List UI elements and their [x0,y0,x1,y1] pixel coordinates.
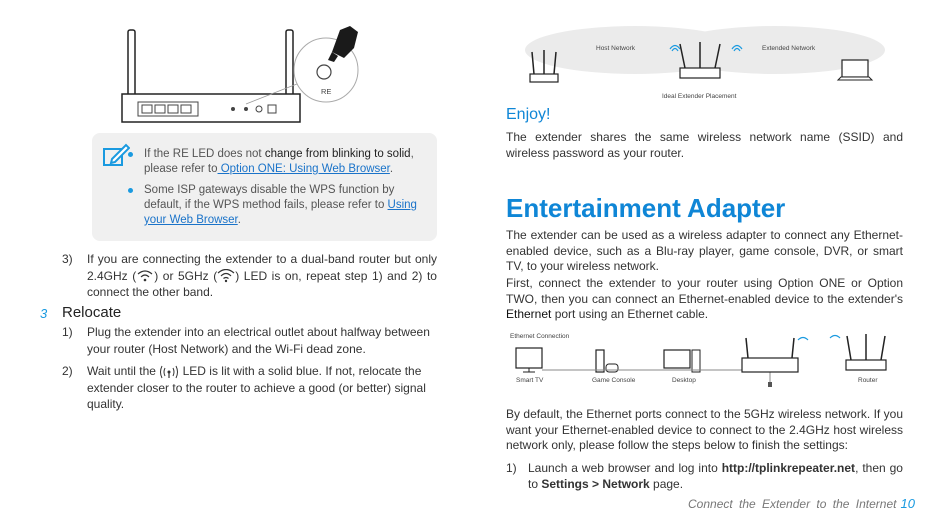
wifi-5g-icon [217,269,235,283]
entertainment-adapter-heading: Entertainment Adapter [506,193,786,223]
ethernet-figure-title: Ethernet Connection [510,333,570,340]
section-number: 3 [40,306,48,321]
step-text: page. [649,477,684,491]
ethernet-connection-illustration [506,328,906,390]
router-re-button-illustration [118,22,378,132]
para-text: First, connect the extender to your router using Option ONE or Option TWO, then you can connect an Ethernet-enabled device to the extender's [506,276,903,306]
entertainment-para-2 [506,276,903,323]
para-text: port using an Ethernet cable. [551,307,709,321]
para-emphasis: Ethernet [506,307,552,321]
page-number: 10 [900,496,915,511]
step-text: ) LED is on, repeat step 1) and 2) to connect the other band. [87,268,437,299]
entertainment-para-3: By default, the Ethernet ports connect to the 5GHz wireless network. If you want your Ethernet-enabled device to connect to the 2.4GHz host wireless network only, please follow the steps below to finish the settings: [506,407,903,452]
host-network-label: Host Network [596,45,636,52]
step-number: 1) [506,461,517,475]
step-text: ) or 5GHz ( [154,268,218,283]
entertainment-step-1 [506,460,903,492]
note-text: Some ISP gateways disable the WPS function by default, if the WPS method fails, please refer to [144,184,395,211]
step-number: 1) [62,325,73,339]
placement-caption: Ideal Extender Placement [662,93,737,100]
ideal-extender-placement-illustration [520,22,890,102]
step-text: LED is lit with a solid blue. If not, relocate the extender closer to the router to achieve a good (or better) signal quality. [87,364,426,411]
section-title: Relocate [62,304,122,321]
relocate-step-1 [62,324,437,357]
step-number: 3) [62,252,73,266]
link-option-one[interactable]: Option ONE: Using Web Browser [217,163,390,175]
step-text: Launch a web browser and log into [528,461,722,475]
device-label-smart-tv: Smart TV [516,377,544,384]
note-text: , please refer to [144,148,414,175]
note-pencil-icon [102,141,130,169]
entertainment-para-1: The extender can be used as a wireless adapter to connect any Ethernet-enabled device, such as a Blu-ray player, game console, DVR, or smart TV, to your wireless network. [506,228,903,273]
device-label-desktop: Desktop [672,377,696,384]
enjoy-text: The extender shares the same wireless network name (SSID) and wireless password as your router. [506,130,903,160]
note-text: . [237,214,241,226]
re-led-signal-icon [159,365,179,379]
enjoy-heading: Enjoy! [506,106,551,123]
step-text: If you are connecting the extender to a dual-band router but only 2.4GHz ( [87,252,437,283]
note-text: If the RE LED does not [144,148,262,160]
re-button-label: RE [321,87,332,96]
note-bullet-2 [144,183,426,228]
relocate-step-2 [62,363,437,413]
note-text: . [389,163,394,175]
step-text: , then go to [528,461,903,491]
settings-path: Settings > Network [541,477,650,491]
step-3 [62,251,437,301]
step-text: Plug the extender into an electrical outlet about halfway between your router (Host Network) and the Wi-Fi dead zone. [87,325,430,356]
step-text: Wait until the [87,364,160,378]
device-label-router: Router [858,377,878,384]
note-emphasis: change from blinking to solid [261,148,411,160]
wifi-2g-icon [136,269,154,283]
note-bullet-1 [144,147,426,177]
link-web-browser[interactable]: Using your Web Browser [144,199,417,226]
extended-network-label: Extended Network [762,45,816,52]
footer-section-title: Connect the Extender to the Internet [688,497,897,511]
step-number: 2) [62,364,73,378]
page-footer [688,496,915,511]
repeater-url: http://tplinkrepeater.net [721,461,856,475]
device-label-game-console: Game Console [592,377,636,384]
